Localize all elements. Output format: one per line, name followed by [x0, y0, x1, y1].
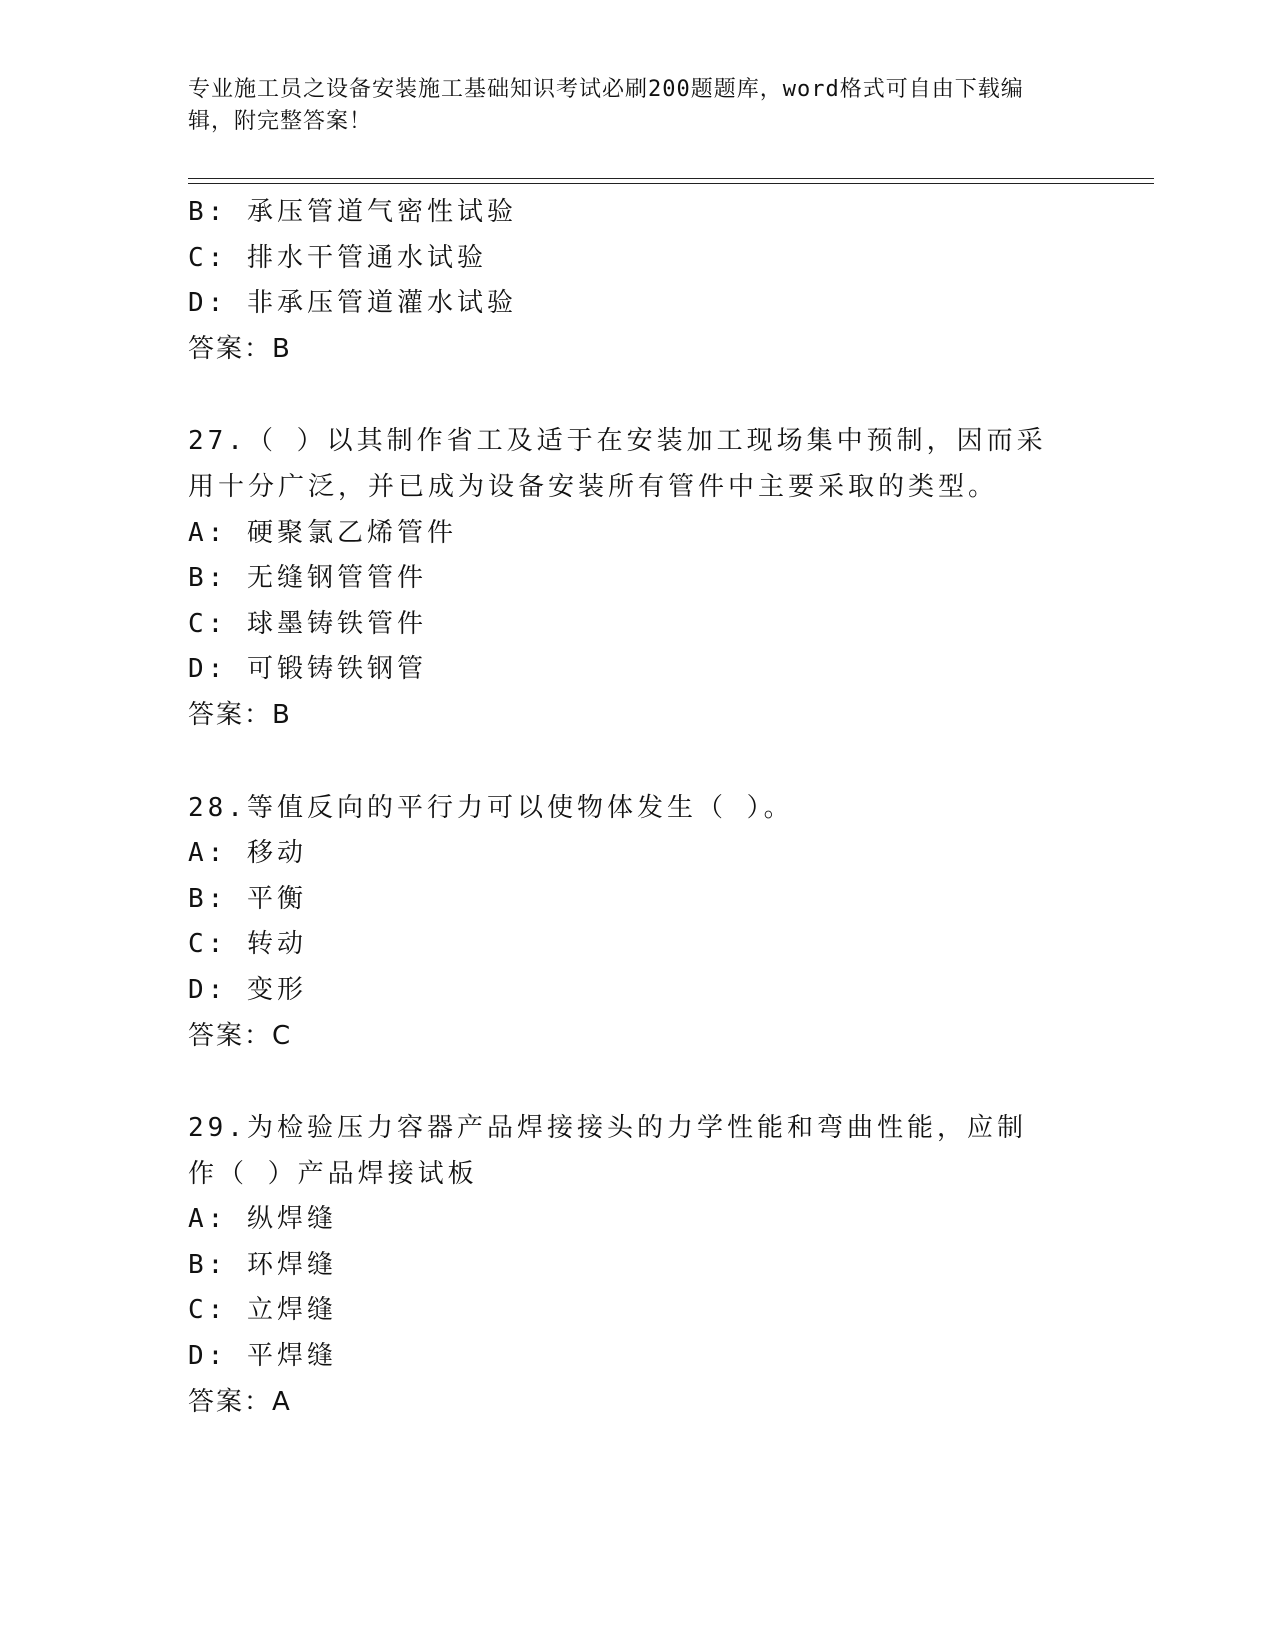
header-rule-top: [188, 178, 1154, 179]
option-d: D: 非承压管道灌水试验: [188, 288, 517, 319]
option-d: D: 可锻铸铁钢管: [188, 654, 427, 685]
option-c: C: 转动: [188, 929, 307, 960]
option-a: A: 硬聚氯乙烯管件: [188, 517, 457, 548]
option-a: A: 移动: [188, 838, 307, 869]
option-a: A: 纵焊缝: [188, 1204, 337, 1235]
answer: 答案：C: [188, 1020, 293, 1051]
answer: 答案：A: [188, 1386, 292, 1417]
answer: 答案：B: [188, 333, 292, 364]
option-b: B: 承压管道气密性试验: [188, 197, 517, 227]
question-stem: 27.（ ）以其制作省工及适于在安装加工现场集中预制，因而采用十分广泛，并已成为设备安装所有管件中主要采取的类型。: [188, 426, 1047, 502]
question-stem: 29.为检验压力容器产品焊接接头的力学性能和弯曲性能，应制作（ ）产品焊接试板: [188, 1113, 1027, 1189]
option-c: C: 排水干管通水试验: [188, 242, 487, 273]
question-27: [188, 419, 1068, 738]
question-stem: 28.等值反向的平行力可以使物体发生（ ）。: [188, 792, 794, 823]
option-c: C: 立焊缝: [188, 1295, 337, 1326]
option-b: B: 平衡: [188, 883, 307, 914]
option-d: D: 平焊缝: [188, 1341, 337, 1372]
question-26-continued: [188, 190, 1068, 372]
option-b: B: 无缝钢管管件: [188, 563, 427, 594]
question-list: [188, 190, 1068, 1425]
document-header-title: 专业施工员之设备安装施工基础知识考试必刷200题题库，word格式可自由下载编辑，附完整答案！: [188, 77, 1024, 134]
option-c: C: 球墨铸铁管件: [188, 608, 427, 639]
question-28: [188, 786, 1068, 1060]
question-29: [188, 1106, 1068, 1425]
option-d: D: 变形: [188, 974, 307, 1005]
answer: 答案：B: [188, 699, 292, 730]
option-b: B: 环焊缝: [188, 1249, 337, 1280]
header-rule-bottom: [188, 183, 1154, 184]
